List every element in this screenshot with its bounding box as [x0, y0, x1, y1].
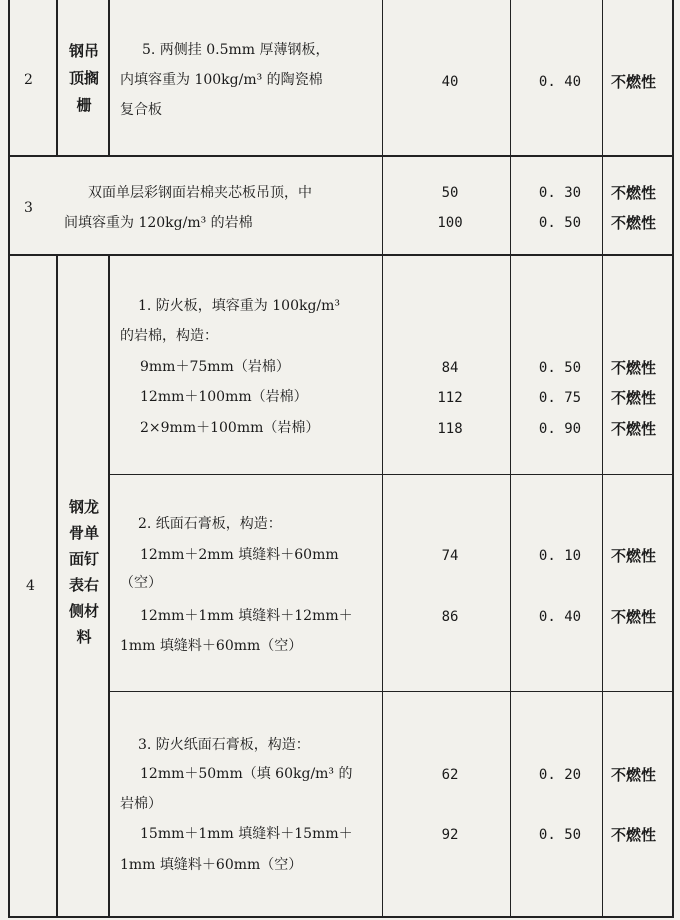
thickness-value: 84	[441, 360, 459, 376]
group-title-line: 1. 防火板，填容重为 100kg/m³	[138, 298, 341, 314]
description-line: 双面单层彩钢面岩棉夹芯板吊顶，中	[88, 185, 312, 201]
combustibility-rating: 不燃性	[611, 73, 657, 91]
description-line: 间填容重为 120kg/m³ 的岩棉	[64, 215, 253, 231]
thickness-value: 40	[441, 74, 459, 90]
construction-item: 12mm＋2mm 填缝料＋60mm	[140, 547, 339, 563]
construction-item: 12mm＋1mm 填缝料＋12mm＋	[140, 608, 353, 624]
construction-item: 12mm＋50mm（填 60kg/m³ 的	[140, 766, 353, 782]
table-col-divider-2b	[108, 255, 110, 918]
combustibility-rating: 不燃性	[611, 766, 657, 784]
thickness-value: 62	[441, 767, 459, 783]
row-number: 3	[24, 200, 33, 216]
table-col-divider-3	[382, 0, 383, 918]
construction-item: 15mm＋1mm 填缝料＋15mm＋	[140, 826, 353, 842]
fire-limit-value: 0. 20	[538, 767, 582, 783]
table-row-divider-2	[8, 254, 674, 256]
combustibility-rating: 不燃性	[611, 420, 657, 438]
thickness-value: 112	[437, 390, 463, 406]
group-title-line: 3. 防火纸面石膏板，构造：	[138, 737, 310, 753]
group-title-line: 2. 纸面石膏板，构造：	[138, 516, 282, 532]
description-line: 内填容重为 100kg/m³ 的陶瓷棉	[120, 72, 323, 88]
fire-limit-value: 0. 10	[538, 548, 582, 564]
combustibility-rating: 不燃性	[611, 184, 657, 202]
fire-limit-value: 0. 40	[538, 609, 582, 625]
category-label: 钢吊顶搁栅	[68, 42, 99, 114]
construction-item: 12mm＋100mm（岩棉）	[140, 389, 308, 405]
table-border-right	[672, 0, 674, 918]
table-col-divider-2	[108, 0, 110, 156]
construction-item: 岩棉）	[120, 796, 162, 812]
fire-limit-value: 0. 50	[538, 360, 582, 376]
table-col-divider-1b	[56, 255, 58, 918]
construction-item: 2×9mm＋100mm（岩棉）	[140, 420, 320, 436]
category-label: 钢龙骨单面钉表右侧材料	[68, 498, 99, 646]
description-line: 5. 两侧挂 0.5mm 厚薄钢板，	[142, 42, 330, 58]
table-border-left	[8, 0, 10, 918]
thickness-value: 92	[441, 827, 459, 843]
table-border-bottom	[8, 916, 674, 918]
thickness-value: 86	[441, 609, 459, 625]
thickness-value: 50	[441, 185, 459, 201]
construction-item: 9mm＋75mm（岩棉）	[140, 359, 290, 375]
construction-item: 1mm 填缝料＋60mm（空）	[120, 638, 303, 654]
fire-limit-value: 0. 75	[538, 390, 582, 406]
combustibility-rating: 不燃性	[611, 547, 657, 565]
fire-limit-value: 0. 30	[538, 185, 582, 201]
combustibility-rating: 不燃性	[611, 608, 657, 626]
table-subrow-divider-2	[108, 691, 674, 692]
fire-limit-value: 0. 50	[538, 827, 582, 843]
group-title-line: 的岩棉，构造：	[120, 328, 218, 344]
construction-item: （空）	[120, 575, 162, 591]
table-col-divider-1	[56, 0, 58, 156]
fire-limit-value: 0. 40	[538, 74, 582, 90]
thickness-value: 100	[437, 215, 463, 231]
table-col-divider-5	[602, 0, 603, 918]
combustibility-rating: 不燃性	[611, 214, 657, 232]
table-col-divider-4	[510, 0, 511, 918]
fire-limit-value: 0. 90	[538, 421, 582, 437]
combustibility-rating: 不燃性	[611, 389, 657, 407]
construction-item: 1mm 填缝料＋60mm（空）	[120, 857, 303, 873]
thickness-value: 118	[437, 421, 463, 437]
table-subrow-divider-1	[108, 474, 674, 475]
combustibility-rating: 不燃性	[611, 826, 657, 844]
description-line: 复合板	[120, 102, 162, 118]
thickness-value: 74	[441, 548, 459, 564]
table-row-divider-1	[8, 155, 674, 157]
row-number: 4	[26, 578, 35, 594]
row-number: 2	[24, 72, 33, 88]
fire-limit-value: 0. 50	[538, 215, 582, 231]
combustibility-rating: 不燃性	[611, 359, 657, 377]
